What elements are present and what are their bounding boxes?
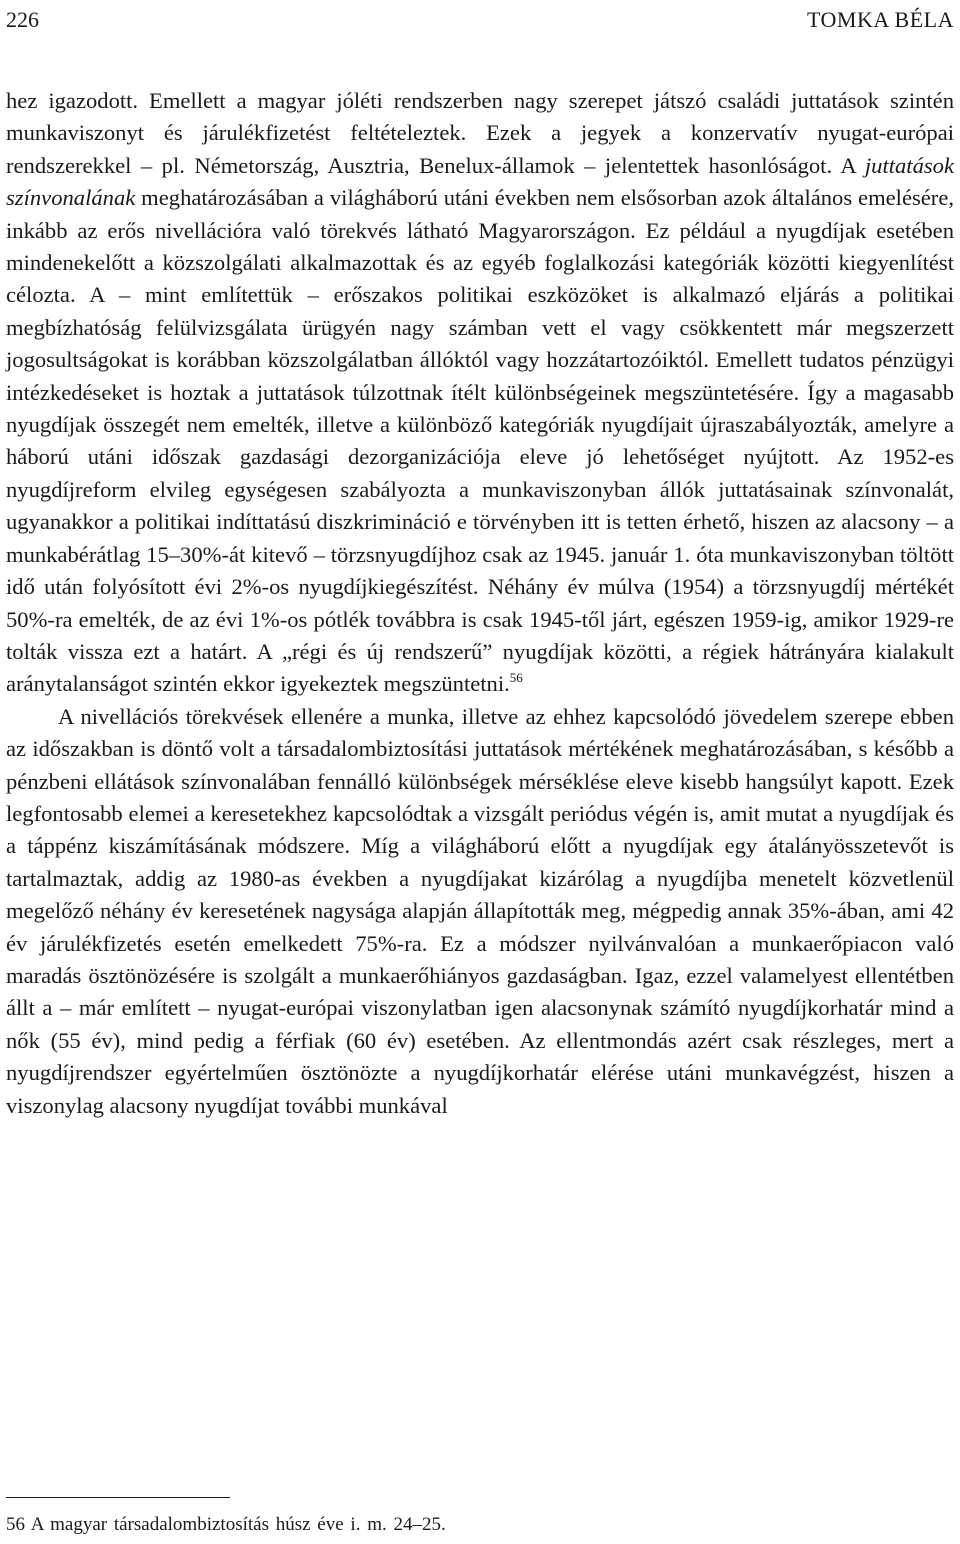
page-number: 226 bbox=[6, 7, 39, 32]
paragraph-2: A nivellációs törekvések ellenére a munka, illetve az ehhez kapcsolódó jövedelem szerepe ebben az időszakban is döntő volt a társadalombiztosítási juttatások mértékének meghatározásában, s később a pénzbeni ellátások színvonalában fennálló különbségek mérséklése eleve kisebb hangsúlyt kapott. Ezek legfontosabb elemei a keresetekhez kapcsolódtak a vizsgált periódus végén is, amit mutat a nyugdíjak és a táppénz kiszámításának módszere. Míg a világháború előtt a nyugdíjak egy átalányösszetevőt is tartalmaztak, addig az 1980-as években a nyugdíjakat kizárólag a nyugdíjba menetelt közvetlenül megelőző néhány év keresetének nagysága alapján állapították meg, mégpedig annak 35%-ában, ami 42 év járulékfizetés esetén emelkedett 75%-ra. Ez a módszer nyilvánvalóan a munkaerőpiacon való maradás ösztönözésére is szolgált a munkaerőhiányos gazdaságban. Igaz, ezzel valamelyest ellentétben állt a – már említett – nyugat-európai viszonylatban igen alacsonynak számító nyugdíjkorhatár mind a nők (55 év), mind pedig a férfiak (60 év) esetében. Az ellentmondás azért csak részleges, mert a nyugdíjrendszer egyértelműen ösztönözte a nyugdíjkorhatár elérése utáni munkavégzést, hiszen a viszonylag alacsony nyugdíjat további munkával bbox=[6, 703, 954, 1118]
running-author: TOMKA BÉLA bbox=[807, 7, 954, 32]
paragraph-1-mid: A bbox=[832, 152, 865, 178]
paragraph-1 bbox=[6, 85, 954, 701]
footnote-reference[interactable]: 56 bbox=[509, 670, 523, 686]
footnote-56: 56 A magyar társadalombiztosítás húsz éve i. m. 24–25. bbox=[6, 1514, 446, 1535]
paragraph-1-lead: hez igazodott. Emellett a magyar jóléti rendszerben nagy szerepet játszó családi juttatások szintén munkaviszonyt és járulékfizetést feltételeztek. Ezek a jegyek a konzervatív nyugat-európai rendszerekkel – pl. Németország, Ausztria, Benelux-államok – jelentettek hasonlóságot. bbox=[6, 88, 954, 178]
body-text bbox=[6, 85, 954, 1122]
paragraph-1-rest: meghatározásában a világháború utáni években nem elsősorban azok általános emelésére, inkább az erős nivellációra való törekvés látható Magyarországon. Ez például a nyugdíjak esetében mindenekelőtt a közszolgálati alkalmazottak és az egyéb foglalkozási kategóriák közötti kiegyenlítést célozta. A – mint említettük – erőszakos politikai eszközöket is alkalmazó eljárás a politikai megbízhatóság felülvizsgálata ürügyén nagy számban vett el vagy csökkentett már megszerzett jogosultságokat is korábban közszolgálatban állóktól vagy hozzátartozóiktól. Emellett tudatos pénzügyi intézkedéseket is hoztak a juttatások túlzottnak ítélt különbségeinek megszüntetésére. Így a magasabb nyugdíjak összegét nem emelték, illetve a különböző kategóriák nyugdíjait újraszabályozták, amelyre a háború utáni időszak gazdasági dezorganizációja eleve jó lehetőséget nyújtott. Az 1952-es nyugdíjreform elvileg egységesen szabályozta a munkaviszonyban állók juttatásainak színvonalát, ugyanakkor a politikai indíttatású diszkrimináció e törvényben itt is tetten érhető, hiszen az alacsony – a munkabérátlag 15–30%-át kitevő – törzsnyugdíjhoz csak az 1945. január 1. óta munkaviszonyban töltött idő után folyósított évi 2%-os nyugdíjkiegészítést. Néhány év múlva (1954) a törzsnyugdíj mértékét 50%-ra emelték, de az évi 1%-os pótlék továbbra is csak 1945-től járt, egészen 1959-ig, amikor 1929-re tolták vissza ezt a határt. A „régi és új rendszerű” nyugdíjak közötti, a régiek hátrányára kialakult aránytalanságot szintén ekkor igyekeztek megszüntetni. bbox=[6, 185, 954, 697]
running-header bbox=[6, 4, 954, 36]
footnote-divider bbox=[6, 1497, 230, 1498]
italic-emphasis: juttatások színvonalának bbox=[6, 152, 954, 211]
